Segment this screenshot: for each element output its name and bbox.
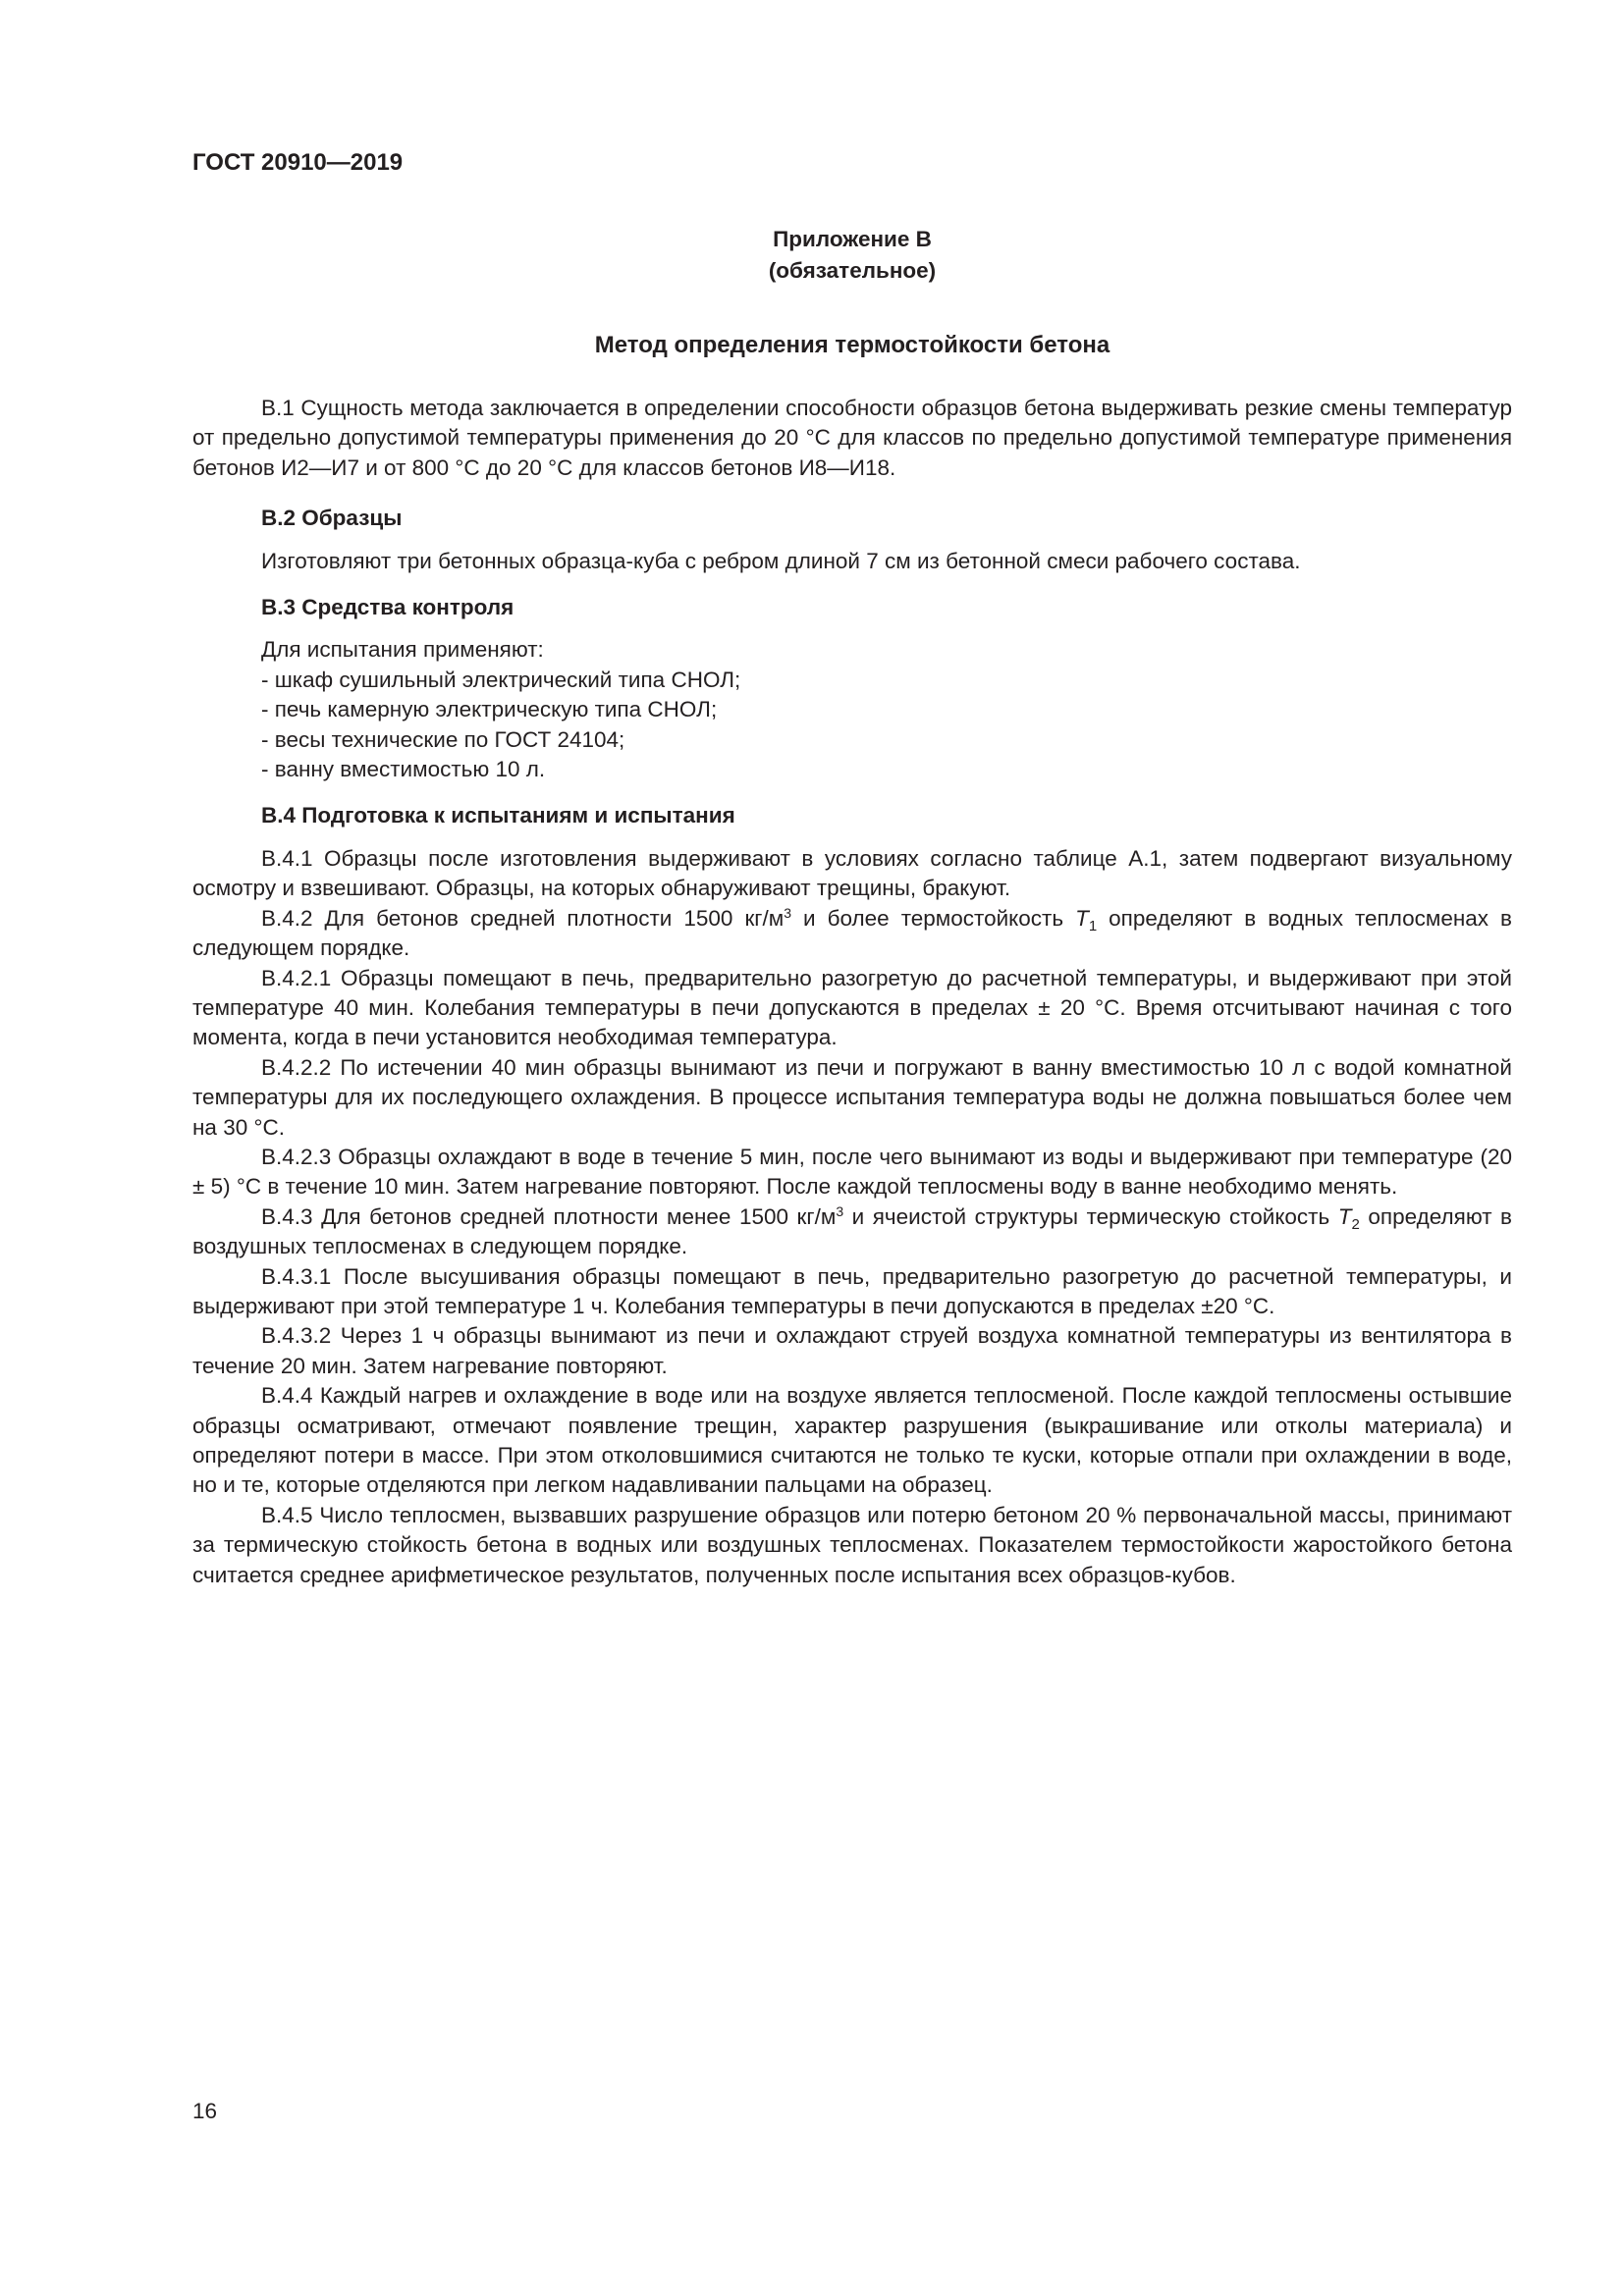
subscript: 1 <box>1088 917 1098 934</box>
paragraph-b4-3-1: В.4.3.1 После высушивания образцы помещают в печь, предварительно разогретую до расчетной температуры, и выдерживают при этой температуре 1 ч. Колебания температуры в печи допускаются в пределах ±20 °С. <box>192 1263 1512 1318</box>
text-run: определяют в водных теплосменах в следующем порядке. <box>192 905 1513 961</box>
appendix-label <box>192 224 1512 287</box>
text-run: определяют в воздушных теплосменах в следующем порядке. <box>192 1203 1512 1259</box>
list-item: - шкаф сушильный электрический типа СНОЛ; <box>261 667 741 692</box>
variable: T <box>1337 1203 1352 1229</box>
list-item: - ванну вместимостью 10 л. <box>261 757 546 782</box>
superscript: 3 <box>784 904 792 921</box>
paragraph-b4-2-3: В.4.2.3 Образцы охлаждают в воде в течение 5 мин, после чего вынимают из воды и выдерживают при температуре (20 ± 5) °С в течение 10 мин. Затем нагревание повторяют. После каждой теплосмены воду в ванне необходимо менять. <box>192 1144 1512 1200</box>
heading-b3: В.3 Средства контроля <box>261 595 514 620</box>
paragraph-b4-2 <box>192 904 1512 964</box>
paragraph-b2: Изготовляют три бетонных образца-куба с ребром длиной 7 см из бетонной смеси рабочего состава. <box>261 548 1301 573</box>
variable: T <box>1075 905 1089 931</box>
text-run: и более термостойкость <box>791 905 1076 931</box>
superscript: 3 <box>836 1202 844 1219</box>
text-run: В.4.2 Для бетонов средней плотности 1500 кг/м <box>261 905 785 931</box>
appendix-title: Приложение В <box>773 227 932 251</box>
paragraph-b4-2-2: В.4.2.2 По истечении 40 мин образцы вынимают из печи и погружают в ванну вместимостью 10 л с водой комнатной температуры для их последующего охлаждения. В процессе испытания температура воды не должна повышаться более чем на 30 °С. <box>192 1054 1512 1140</box>
paragraph-b4-5: В.4.5 Число теплосмен, вызвавших разрушение образцов или потерю бетоном 20 % первоначальной массы, принимают за термическую стойкость бетона в водных или воздушных теплосменах. Показателем термостойкости жаростойкого бетона считается среднее арифметическое результатов, полученных после испытания всех образцов-кубов. <box>192 1502 1512 1587</box>
paragraph-b4-1: В.4.1 Образцы после изготовления выдерживают в условиях согласно таблице А.1, затем подвергают визуальному осмотру и взвешивают. Образцы, на которых обнаруживают трещины, бракуют. <box>192 845 1512 901</box>
paragraph-b3-intro: Для испытания применяют: <box>261 637 544 663</box>
paragraph-b4-3-2: В.4.3.2 Через 1 ч образцы вынимают из печи и охлаждают струей воздуха комнатной температуры из вентилятора в течение 20 мин. Затем нагревание повторяют. <box>192 1323 1512 1378</box>
list-item: - весы технические по ГОСТ 24104; <box>261 726 625 752</box>
section-title: Метод определения термостойкости бетона <box>594 332 1110 358</box>
appendix-status: (обязательное) <box>768 258 937 283</box>
paragraph-b4-3 <box>192 1202 1512 1262</box>
page-number: 16 <box>192 2099 218 2123</box>
paragraph-b4-4: В.4.4 Каждый нагрев и охлаждение в воде или на воздухе является теплосменой. После каждой теплосмены остывшие образцы осматривают, отмечают появление трещин, характер разрушения (выкрашивание или отколы материала) и определяют потери в массе. При этом отколовшимися считаются не только те куски, которые отпали при охлаждении в воде, но и те, которые отделяются при легком надавливании пальцами на образец. <box>192 1383 1512 1498</box>
text-run: и ячеистой структуры термическую стойкость <box>843 1203 1338 1229</box>
heading-b2: В.2 Образцы <box>261 506 403 531</box>
list-item: - печь камерную электрическую типа СНОЛ; <box>261 697 718 722</box>
subscript: 2 <box>1351 1215 1360 1233</box>
standard-header: ГОСТ 20910—2019 <box>192 149 404 176</box>
document-body <box>192 394 1512 1590</box>
heading-b4: В.4 Подготовка к испытаниям и испытания <box>261 803 735 828</box>
paragraph-b1: В.1 Сущность метода заключается в определении способности образцов бетона выдерживать резкие смены температур от предельно допустимой температуры применения до 20 °С для классов по предельно допустимой температуре применения бетонов И2—И7 и от 800 °С до 20 °С для классов бетонов И8—И18. <box>192 396 1512 480</box>
text-run: В.4.3 Для бетонов средней плотности менее 1500 кг/м <box>261 1203 837 1229</box>
paragraph-b4-2-1: В.4.2.1 Образцы помещают в печь, предварительно разогретую до расчетной температуры, и выдерживают при этой температуре 40 мин. Колебания температуры в печи допускаются в пределах ± 20 °С. Время отсчитывают начиная с того момента, когда в печи установится необходимая температура. <box>192 965 1512 1050</box>
